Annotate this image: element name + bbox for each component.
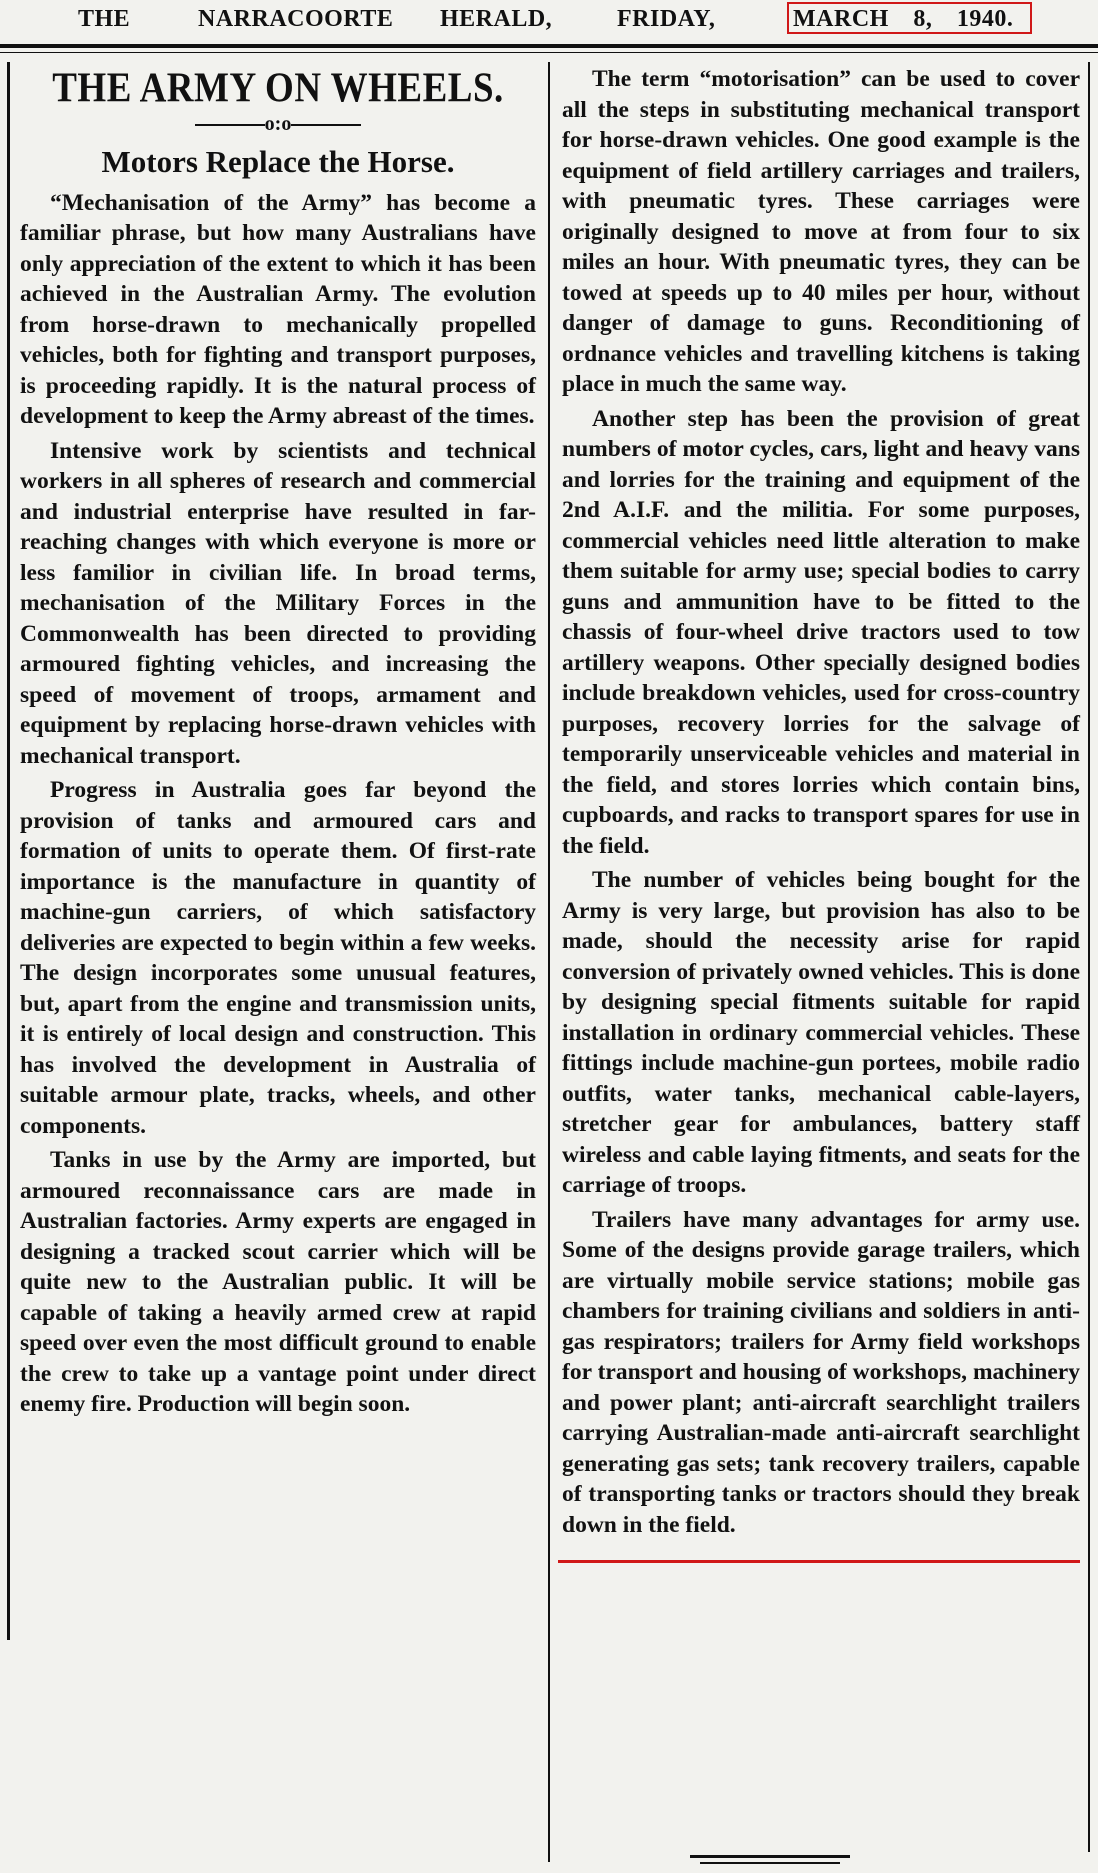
date-highlight-box — [787, 2, 1032, 34]
headline-separator — [20, 109, 536, 140]
end-rule-thin — [700, 1862, 840, 1864]
masthead-rule — [0, 44, 1098, 48]
article-subheadline: Motors Replace the Horse. — [101, 144, 455, 179]
column-divider — [548, 62, 550, 1862]
end-rule — [690, 1855, 850, 1858]
masthead-herald: HERALD, — [440, 6, 553, 32]
paragraph: Tanks in use by the Army are imported, but armoured reconnaissance cars are made in Australian factories. Army experts are engaged in designing a tracked scout carrier which will be quite new to the Australian public. It will be capable of taking a heavily armed crew at rapid speed over even the most difficult ground to enable the crew to take up a vantage point under direct enemy fire. Production will begin soon. — [20, 1147, 536, 1417]
paragraph: Another step has been the provision of great numbers of motor cycles, cars, light and heavy vans and lorries for the training and equipment of the 2nd A.I.F. and the militia. For some purposes, commercial vehicles need little alteration to make them suitable for army use; special bodies to carry guns and ammunition have to be fitted to the chassis of four-wheel drive tractors used to tow artillery weapons. Other specially designed bodies include breakdown vehicles, used for cross-country purposes, recovery lorries for the salvage of temporarily unserviceable vehicles and material in the field, and stores lorries which contain bins, cupboards, and racks to transport spares for use in the field. — [562, 405, 1080, 859]
left-column — [20, 64, 536, 1420]
paragraph: Trailers have many advantages for army use. Some of the designs provide garage trailers, which are virtually mobile service stations; mobile gas chambers for training civilians and soldiers in anti-gas respirators; trailers for Army field workshops for transport and housing of workshops, machinery and power plant; anti-aircraft searchlight trailers carrying Australian-made anti-aircraft searchlight generating gas sets; tank recovery trailers, capable of transporting tanks or tractors should they break down in the field. — [562, 1206, 1080, 1538]
right-column — [562, 64, 1080, 1540]
paragraph: “Mechanisation of the Army” has become a familiar phrase, but how many Australians have only appreciation of the extent to which it has been achieved in the Australian Army. The evolution from horse-drawn to mechanically propelled vehicles, both for fighting and transport purposes, is proceeding rapidly. It is the natural process of development to keep the Army abreast of the times. — [20, 189, 536, 429]
masthead-date: MARCH 8, 1940. — [793, 6, 1014, 32]
highlight-underline — [558, 1560, 1080, 1563]
right-border-line — [1088, 62, 1090, 1852]
article-headline: THE ARMY ON WHEELS. — [52, 64, 504, 112]
paragraph: The number of vehicles being bought for the Army is very large, but provision has also to be made, should the necessity arise for rapid conversion of privately owned vehicles. This is done by designing special fitments suitable for rapid installation in ordinary commercial vehicles. These fittings include machine-gun portees, mobile radio outfits, water tanks, mechanical cable-layers, stretcher gear for ambulances, battery staff wireless and cable laying fitments, and seats for the carriage of troops. — [562, 867, 1080, 1198]
masthead — [0, 0, 1098, 42]
left-border-line — [7, 62, 10, 1640]
masthead-day: FRIDAY, — [617, 6, 716, 32]
paragraph: Intensive work by scientists and technical workers in all spheres of research and commercial and industrial enterprise have resulted in far-reaching changes with which everyone is more or less familior in civilian life. In broad terms, mechanisation of the Military Forces in the Commonwealth has been directed to providing armoured fighting vehicles, and increasing the speed of movement of troops, armament and equipment by replacing horse-drawn vehicles with mechanical transport. — [20, 437, 536, 769]
paragraph: The term “motorisation” can be used to cover all the steps in substituting mechanical transport for horse-drawn vehicles. One good example is the equipment of field artillery carriages and trailers, with pneumatic tyres. These carriages were originally designed to move at from four to six miles an hour. With pneumatic tyres, they can be towed at speeds up to 40 miles per hour, without danger of damage to guns. Reconditioning of ordnance vehicles and travelling kitchens is taking place in much the same way. — [562, 66, 1080, 397]
paragraph: Progress in Australia goes far beyond the provision of tanks and armoured cars and formation of units to operate them. Of first-rate importance is the manufacture in quantity of machine-gun carriers, of which satisfactory deliveries are expected to begin within a few weeks. The design incorporates some unusual features, but, apart from the engine and transmission units, it is entirely of local design and construction. This has involved the development in Australia of suitable armour plate, tracks, wheels, and other components. — [20, 777, 536, 1139]
masthead-paper-name: NARRACOORTE — [198, 6, 394, 32]
masthead-the: THE — [78, 6, 131, 32]
masthead-rule-thin — [0, 52, 1098, 53]
separator-mark: o:o — [264, 112, 292, 135]
